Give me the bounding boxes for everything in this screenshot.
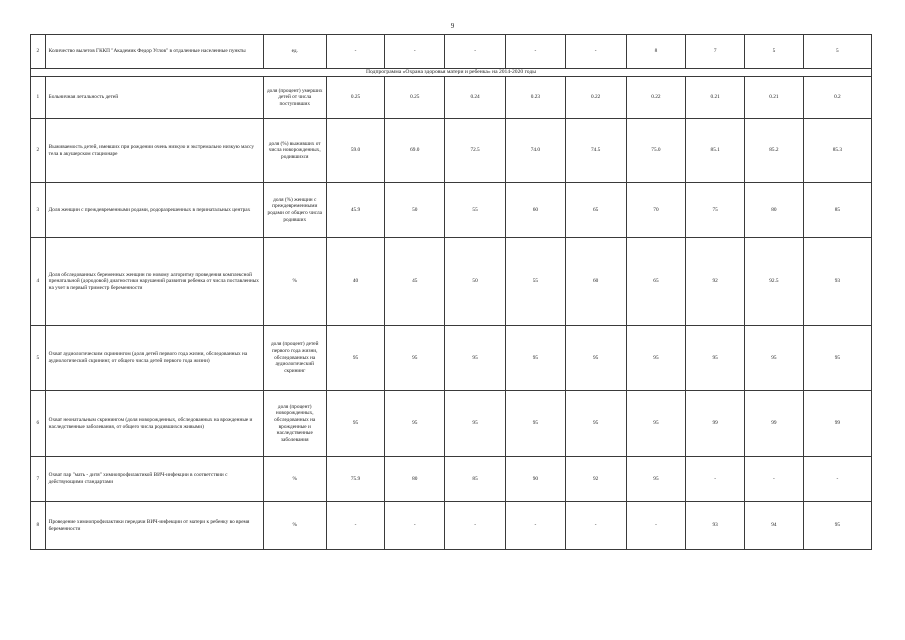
table-row: [31, 391, 872, 457]
row-number: 7: [31, 457, 46, 502]
value-cell: 92: [565, 457, 626, 502]
value-cell: 74.0: [505, 119, 565, 183]
value-cell: 45: [385, 238, 445, 326]
row-number: 1: [31, 77, 46, 119]
value-cell: -: [565, 35, 626, 69]
value-cell: 69.0: [385, 119, 445, 183]
value-cell: 0.21: [686, 77, 745, 119]
unit-of-measure: %: [263, 502, 326, 550]
unit-of-measure: доля (%) выживших от числа новорожденных, родившихся: [263, 119, 326, 183]
value-cell: 85: [445, 457, 506, 502]
row-number: 8: [31, 502, 46, 550]
unit-of-measure: доля (процент) умерших детей от числа поступивших: [263, 77, 326, 119]
value-cell: -: [565, 502, 626, 550]
value-cell: -: [803, 457, 871, 502]
value-cell: 72.5: [445, 119, 506, 183]
value-cell: 75: [686, 183, 745, 238]
value-cell: 5: [803, 35, 871, 69]
value-cell: 95: [445, 326, 506, 391]
value-cell: 0.22: [565, 77, 626, 119]
value-cell: 60: [565, 238, 626, 326]
row-number: 4: [31, 238, 46, 326]
value-cell: 70: [626, 183, 686, 238]
unit-of-measure: доля (процент) детей первого года жизни, обследованных на аудиологический скрининг: [263, 326, 326, 391]
value-cell: -: [505, 35, 565, 69]
subprogram-header-row: [31, 69, 872, 77]
value-cell: 95: [385, 326, 445, 391]
value-cell: 92: [686, 238, 745, 326]
indicator-name: Проведение химиопрофилактики передачи ВИЧ-инфекции от матери к ребенку во время беременности: [45, 502, 263, 550]
indicator-name: Доля женщин с преждевременными родами, родоразрешенных в перинатальных центрах: [45, 183, 263, 238]
value-cell: 74.5: [565, 119, 626, 183]
indicator-name: Охват пар "мать - дитя" химиопрофилактикой ВИЧ-инфекции в соответствии с действующими стандартами: [45, 457, 263, 502]
row-number: 6: [31, 391, 46, 457]
value-cell: 95: [803, 326, 871, 391]
value-cell: 8: [626, 35, 686, 69]
value-cell: -: [385, 35, 445, 69]
value-cell: 95: [745, 326, 804, 391]
table-row: [31, 502, 872, 550]
value-cell: 75.9: [326, 457, 385, 502]
value-cell: 59.0: [326, 119, 385, 183]
value-cell: 85.1: [686, 119, 745, 183]
value-cell: -: [745, 457, 804, 502]
table-row: [31, 119, 872, 183]
value-cell: -: [445, 35, 506, 69]
value-cell: 85.2: [745, 119, 804, 183]
value-cell: 60: [505, 183, 565, 238]
indicator-name: Охват аудиологическим скринингом (доля детей первого года жизни, обследованных на аудиологический скрининг, от общего числа детей первого года жизни): [45, 326, 263, 391]
value-cell: 0.22: [626, 77, 686, 119]
table-row: [31, 35, 872, 69]
value-cell: 99: [803, 391, 871, 457]
value-cell: -: [626, 502, 686, 550]
value-cell: 50: [385, 183, 445, 238]
value-cell: -: [326, 35, 385, 69]
unit-of-measure: %: [263, 457, 326, 502]
indicator-name: Охват неонатальным скринингом (доля новорожденных, обследованных на врожденные и наследственные заболевания, от общего числа родившихся живыми): [45, 391, 263, 457]
table-row: [31, 183, 872, 238]
value-cell: 0.24: [445, 77, 506, 119]
value-cell: 80: [745, 183, 804, 238]
value-cell: 0.23: [505, 77, 565, 119]
row-number: 5: [31, 326, 46, 391]
indicator-name: Доля обследованных беременных женщин по новому алгоритму проведения комплексной пренатальной (дородовой) диагностики нарушений развития ребенка от числа поставленных на учет в первый триместр беременности: [45, 238, 263, 326]
row-number: 3: [31, 183, 46, 238]
value-cell: 0.21: [745, 77, 804, 119]
value-cell: 95: [505, 326, 565, 391]
value-cell: 0.25: [326, 77, 385, 119]
value-cell: 95: [803, 502, 871, 550]
value-cell: 99: [686, 391, 745, 457]
value-cell: 40: [326, 238, 385, 326]
value-cell: 80: [385, 457, 445, 502]
value-cell: 65: [626, 238, 686, 326]
value-cell: 95: [686, 326, 745, 391]
value-cell: 95: [626, 326, 686, 391]
value-cell: 45.9: [326, 183, 385, 238]
indicator-name: Количество вылетов ГККП "Академик Федор Углов" в отдаленные населенные пункты: [45, 35, 263, 69]
value-cell: 93: [686, 502, 745, 550]
value-cell: -: [445, 502, 506, 550]
value-cell: 85.3: [803, 119, 871, 183]
value-cell: 95: [445, 391, 506, 457]
value-cell: 90: [505, 457, 565, 502]
value-cell: 93: [803, 238, 871, 326]
value-cell: 95: [326, 326, 385, 391]
value-cell: 0.2: [803, 77, 871, 119]
value-cell: 5: [745, 35, 804, 69]
value-cell: -: [505, 502, 565, 550]
table-row: [31, 457, 872, 502]
value-cell: 55: [445, 183, 506, 238]
value-cell: 95: [326, 391, 385, 457]
subprogram-title: Подпрограмма «Охрана здоровья матери и ребенка» на 2014-2020 годы: [31, 69, 872, 77]
value-cell: 85: [803, 183, 871, 238]
value-cell: 7: [686, 35, 745, 69]
value-cell: 0.25: [385, 77, 445, 119]
value-cell: -: [326, 502, 385, 550]
unit-of-measure: %: [263, 238, 326, 326]
unit-of-measure: доля (процент) новорожденных, обследованных на врожденные и наследственные заболевания: [263, 391, 326, 457]
value-cell: 55: [505, 238, 565, 326]
table-row: [31, 77, 872, 119]
value-cell: -: [385, 502, 445, 550]
value-cell: 99: [745, 391, 804, 457]
value-cell: -: [686, 457, 745, 502]
unit-of-measure: ед.: [263, 35, 326, 69]
table-row: [31, 326, 872, 391]
value-cell: 95: [505, 391, 565, 457]
indicator-name: Выживаемость детей, имевших при рождении очень низкую и экстремально низкую массу тела в акушерском стационаре: [45, 119, 263, 183]
value-cell: 65: [565, 183, 626, 238]
unit-of-measure: доля (%) женщин с преждевременными родами от общего числа родивших: [263, 183, 326, 238]
value-cell: 94: [745, 502, 804, 550]
value-cell: 95: [385, 391, 445, 457]
row-number: 2: [31, 35, 46, 69]
value-cell: 95: [626, 457, 686, 502]
value-cell: 95: [565, 326, 626, 391]
value-cell: 50: [445, 238, 506, 326]
value-cell: 92.5: [745, 238, 804, 326]
page-number: 9: [450, 22, 455, 30]
indicator-name: Больничная летальность детей: [45, 77, 263, 119]
value-cell: 95: [565, 391, 626, 457]
indicators-table: [30, 34, 872, 550]
value-cell: 75.0: [626, 119, 686, 183]
table-row: [31, 238, 872, 326]
row-number: 2: [31, 119, 46, 183]
value-cell: 95: [626, 391, 686, 457]
